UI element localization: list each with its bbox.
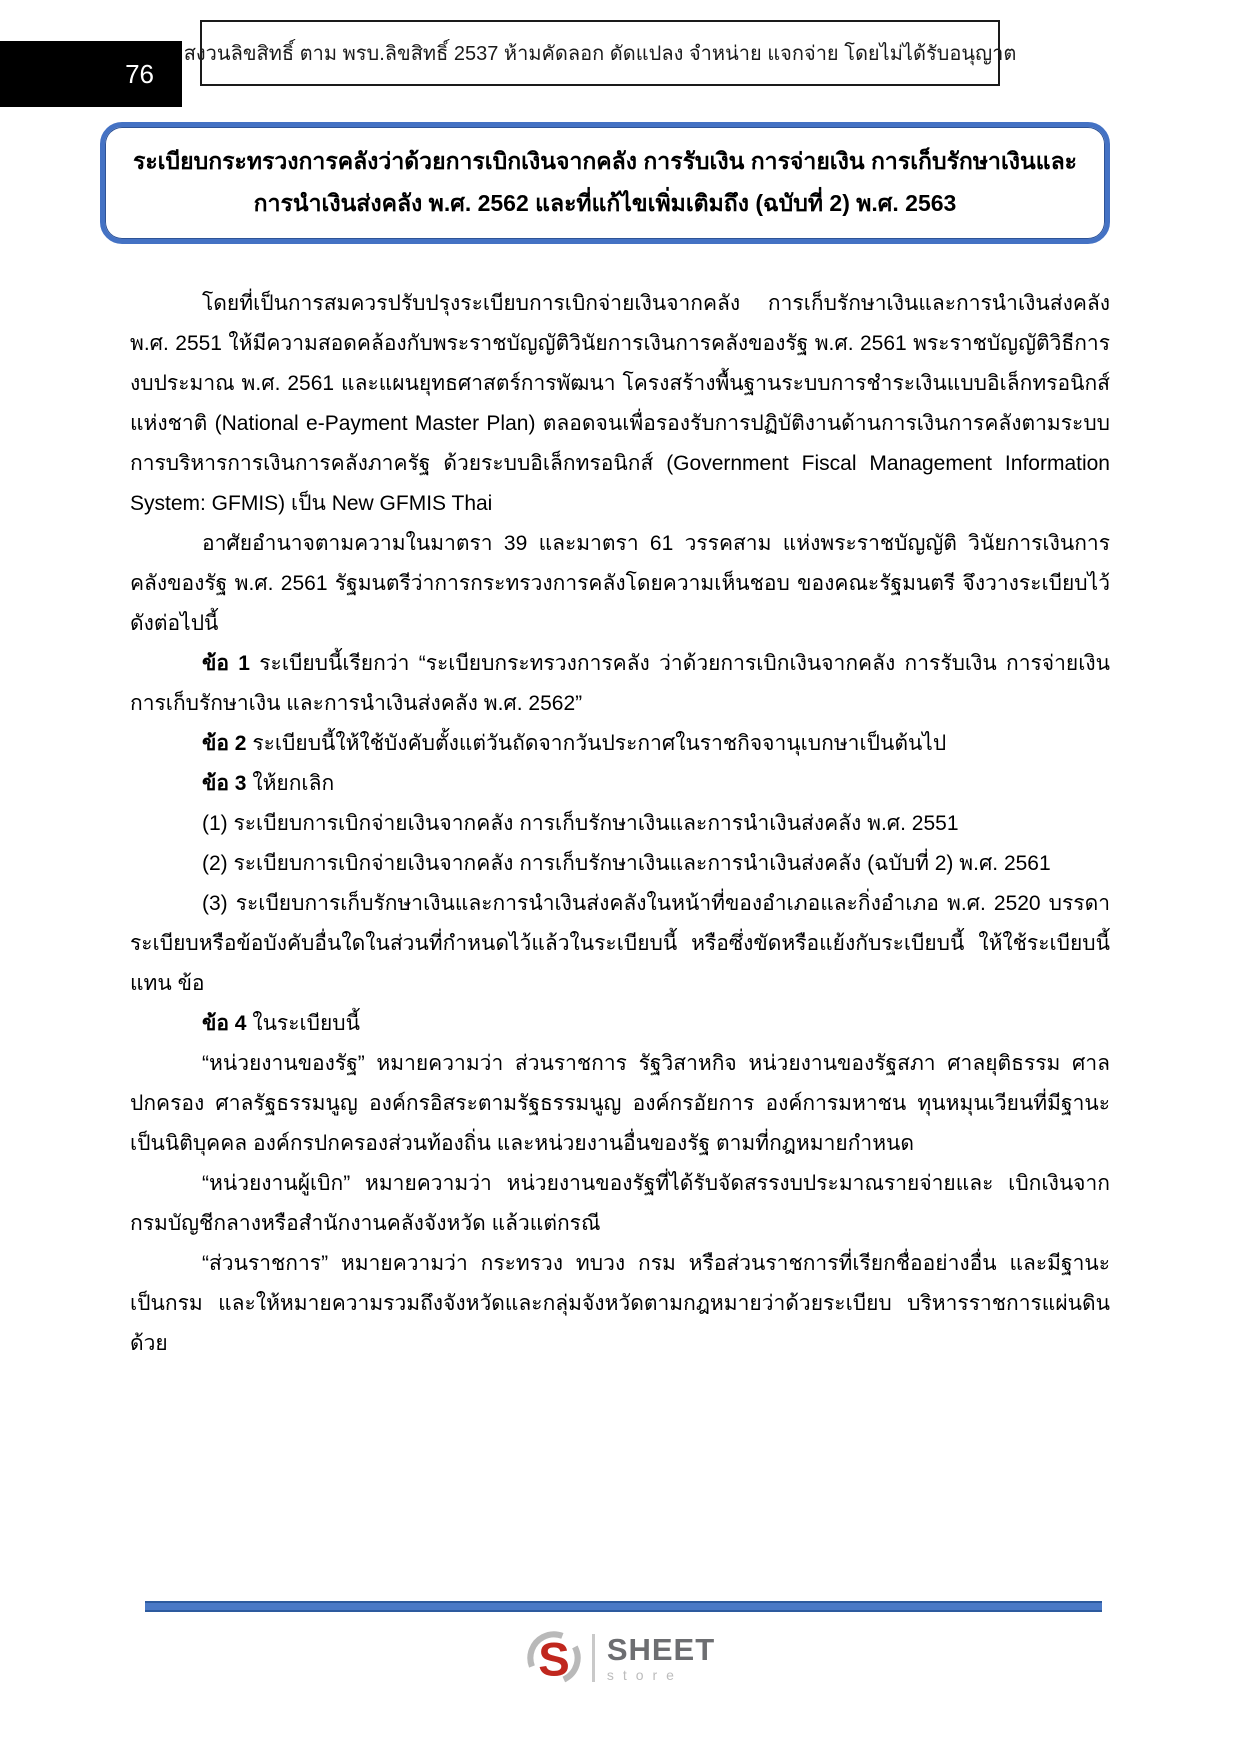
clause-label: ข้อ 1 (202, 652, 250, 675)
clause-label: ข้อ 2 (202, 732, 247, 755)
paragraph-preamble-1 (130, 284, 1110, 524)
paragraph-text: (1) ระเบียบการเบิกจ่ายเงินจากคลัง การเก็บรักษาเงินและการนำเงินส่งคลัง พ.ศ. 2551 (202, 812, 959, 835)
logo-subtitle: store (606, 1667, 683, 1683)
paragraph-item-1 (130, 804, 1110, 844)
paragraph-definition-government-agency (130, 1244, 1110, 1364)
paragraph-clause-3 (130, 764, 1110, 804)
paragraph-clause-1 (130, 644, 1110, 724)
footer-divider-rule (145, 1601, 1102, 1612)
paragraph-text: ระเบียบนี้ให้ใช้บังคับตั้งแต่วันถัดจากวันประกาศในราชกิจจานุเบกษาเป็นต้นไป (246, 732, 947, 755)
paragraph-definition-state-agency (130, 1044, 1110, 1164)
page-number: 76 (125, 58, 154, 89)
logo-letter: S (538, 1633, 570, 1687)
paragraph-item-3 (130, 884, 1110, 1004)
logo-name: SHEET (606, 1632, 716, 1667)
paragraph-text: ให้ยกเลิก (246, 772, 335, 795)
paragraph-text: โดยที่เป็นการสมควรปรับปรุงระเบียบการเบิกจ่ายเงินจากคลัง การเก็บรักษาเงินและการนำเงินส่งคลัง พ.ศ. 2551 ให้มีความสอดคล้องกับพระราชบัญญัติวินัยการเงินการคลังของรัฐ พ.ศ. 2561 พระราชบัญญัติวิธีการงบประมาณ พ.ศ. 2561 และแผนยุทธศาสตร์การพัฒนา โครงสร้างพื้นฐานระบบการชำระเงินแบบอิเล็กทรอนิกส์แห่งชาติ (National e-Payment Master Plan) ตลอดจนเพื่อรองรับการปฏิบัติงานด้านการเงินการคลังตามระบบการบริหารการเงินการคลังภาครัฐ ด้วยระบบอิเล็กทรอนิกส์ (Government Fiscal Management Information System: GFMIS) เป็น New GFMIS Thai (130, 292, 1110, 515)
copyright-notice-box (183, 20, 1017, 86)
clause-label: ข้อ 3 (202, 772, 247, 795)
paragraph-definition-disbursing-agency (130, 1164, 1110, 1244)
paragraph-preamble-2 (130, 524, 1110, 644)
paragraph-text: “หน่วยงานของรัฐ” หมายความว่า ส่วนราชการ รัฐวิสาหกิจ หน่วยงานของรัฐสภา ศาลยุติธรรม ศาลปกครอง ศาลรัฐธรรมนูญ องค์กรอิสระตามรัฐธรรมนูญ องค์กรอัยการ องค์การมหาชน ทุนหมุนเวียนที่มีฐานะเป็นนิติบุคคล องค์กรปกครองส่วนท้องถิ่น และหน่วยงานอื่นของรัฐ ตามที่กฎหมายกำหนด (130, 1052, 1110, 1155)
sheet-store-logo (0, 1628, 1241, 1688)
logo-text (607, 1634, 715, 1682)
paragraph-text: “หน่วยงานผู้เบิก” หมายความว่า หน่วยงานของรัฐที่ได้รับจัดสรรงบประมาณรายจ่ายและ เบิกเงินจากกรมบัญชีกลางหรือสำนักงานคลังจังหวัด แล้วแต่กรณี (130, 1172, 1110, 1235)
paragraph-text: (2) ระเบียบการเบิกจ่ายเงินจากคลัง การเก็บรักษาเงินและการนำเงินส่งคลัง (ฉบับที่ 2) พ.ศ. 2561 (202, 852, 1051, 875)
paragraph-clause-4 (130, 1004, 1110, 1044)
regulation-title-box (100, 122, 1110, 244)
document-body (130, 284, 1110, 1364)
paragraph-item-2 (130, 844, 1110, 884)
paragraph-text: ระเบียบนี้เรียกว่า “ระเบียบกระทรวงการคลัง ว่าด้วยการเบิกเงินจากคลัง การรับเงิน การจ่ายเงิน การเก็บรักษาเงิน และการนำเงินส่งคลัง พ.ศ. 2562” (130, 652, 1110, 715)
paragraph-text: (3) ระเบียบการเก็บรักษาเงินและการนำเงินส่งคลังในหน้าที่ของอำเภอและกิ่งอำเภอ พ.ศ. 2520 บรรดาระเบียบหรือข้อบังคับอื่นใดในส่วนที่กำหนดไว้แล้วในระเบียบนี้ หรือซึ่งขัดหรือแย้งกับระเบียบนี้ ให้ใช้ระเบียบนี้แทน ข้อ (130, 892, 1110, 995)
paragraph-text: อาศัยอำนาจตามความในมาตรา 39 และมาตรา 61 วรรคสาม แห่งพระราชบัญญัติ วินัยการเงินการคลังของรัฐ พ.ศ. 2561 รัฐมนตรีว่าการกระทรวงการคลังโดยความเห็นชอบ ของคณะรัฐมนตรี จึงวางระเบียบไว้ ดังต่อไปนี้ (130, 532, 1110, 635)
paragraph-clause-2 (130, 724, 1110, 764)
paragraph-text: ในระเบียบนี้ (246, 1012, 360, 1035)
paragraph-text: “ส่วนราชการ” หมายความว่า กระทรวง ทบวง กรม หรือส่วนราชการที่เรียกชื่ออย่างอื่น และมีฐานะเป็นกรม และให้หมายความรวมถึงจังหวัดและกลุ่มจังหวัดตามกฎหมายว่าด้วยระเบียบ บริหารราชการแผ่นดินด้วย (130, 1252, 1110, 1355)
copyright-notice-text: สงวนลิขสิทธิ์ ตาม พรบ.ลิขสิทธิ์ 2537 ห้ามคัดลอก ดัดแปลง จำหน่าย แจกจ่าย โดยไม่ได้รับอนุญาต (183, 43, 1017, 65)
page-number-box (0, 41, 182, 107)
title-line-1: ระเบียบกระทรวงการคลังว่าด้วยการเบิกเงินจากคลัง การรับเงิน การจ่ายเงิน การเก็บรักษาเงินและ (132, 148, 1078, 175)
clause-label: ข้อ 4 (202, 1012, 247, 1035)
logo-divider (592, 1634, 595, 1682)
sheet-store-logo-icon (526, 1628, 582, 1688)
title-line-2: การนำเงินส่งคลัง พ.ศ. 2562 และที่แก้ไขเพิ่มเติมถึง (ฉบับที่ 2) พ.ศ. 2563 (253, 190, 957, 216)
